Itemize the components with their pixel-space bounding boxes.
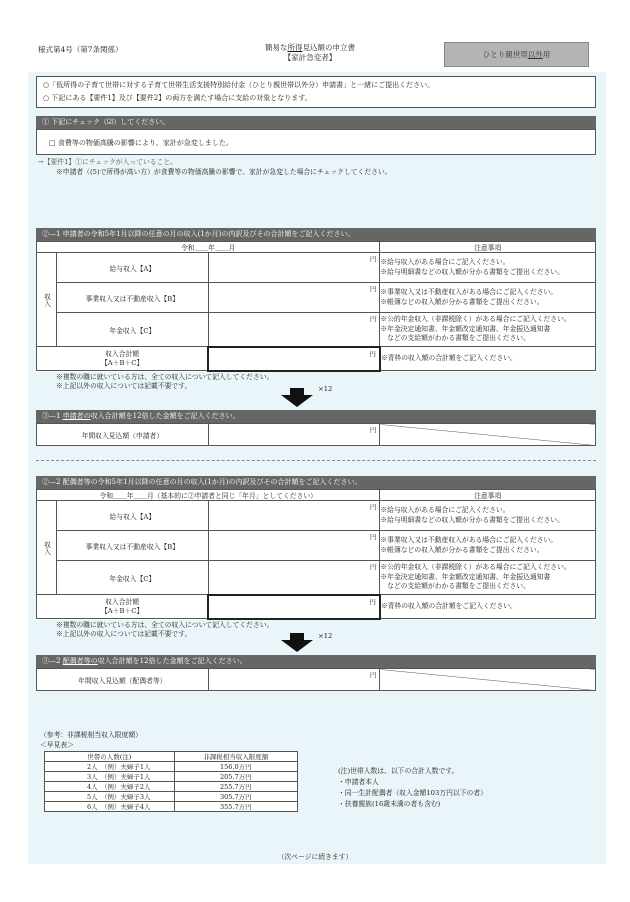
times-12-label: ×12 <box>318 632 333 640</box>
title-pre: ③—1 <box>42 412 63 420</box>
note-line: ※公的年金収入（非課税除く）がある場合にご記入ください。 <box>380 563 571 572</box>
yen-unit: 円 <box>369 315 377 323</box>
ref-household: 5人 （例）夫婦子3人 <box>45 792 175 802</box>
household-note-item: ・扶養親族(16歳未満の者も含む) <box>338 800 441 808</box>
salary-amount-input[interactable] <box>208 253 380 283</box>
badge-underlined: 以外 <box>527 50 543 59</box>
total-note: ※青枠の収入額の合計額をご記入ください。 <box>380 347 596 371</box>
notice-line-2: ○ 下記にある【要件1】及び【要件2】の両方を満たす場合に支給の対象となります。 <box>43 94 312 102</box>
note-line: ※帳簿などの収入額が分かる書類をご提出ください。 <box>380 545 544 554</box>
yen-unit: 円 <box>369 533 377 541</box>
total-amount-input[interactable] <box>208 347 380 371</box>
form-title <box>240 43 380 63</box>
price-surge-checkbox[interactable]: □ 食費等の物価高騰の影響により、家計が急変しました。 <box>49 139 233 147</box>
badge-pre: ひとり親世帯 <box>482 50 528 59</box>
ref-limit: 205.7万円 <box>174 772 297 782</box>
foot-note-2: ※上記以外の収入については記載不要です。 <box>56 382 192 390</box>
pension-notes <box>380 561 596 595</box>
business-notes <box>380 531 596 561</box>
foot-note-2: ※上記以外の収入については記載不要です。 <box>56 630 192 638</box>
note-line: ※公的年金収入（非課税除く）がある場合にご記入ください。 <box>380 315 571 324</box>
title-post: 収入合計額を12倍した金額をご記入ください。 <box>97 657 247 665</box>
section-1-header: ① 下記にチェック（☑）してください。 <box>36 116 596 129</box>
note-line: ※年金決定通知書、年金額改定通知書、年金振込通知書 <box>380 324 551 333</box>
business-income-label: 事業収入又は不動産収入【B】 <box>56 531 208 561</box>
ref-limit: 255.7万円 <box>174 782 297 792</box>
note-line: ※給与明細書などの収入額が分かる書類をご提出ください。 <box>380 515 564 524</box>
month-label: 令和＿＿年＿＿月（基本的に②申請者と同じ「年月」としてください） <box>37 490 380 501</box>
foot-note-1: ※複数の職に就いている方は、全ての収入について記入してください。 <box>56 373 274 381</box>
notice-line-1: ○「低所得の子育て世帯に対する子育て世帯生活支援特別給付金（ひとり親世帯以外分）申請書」と一緒にご提出ください。 <box>43 81 435 89</box>
ref-limit: 305.7万円 <box>174 792 297 802</box>
pension-amount-input[interactable] <box>208 313 380 347</box>
down-arrow-icon <box>281 388 313 407</box>
annual-amount-input[interactable] <box>208 669 380 691</box>
reference-title: （参考：非課税相当収入限度額） <box>40 731 142 739</box>
ref-limit: 156.0万円 <box>174 762 297 772</box>
total-amount-input[interactable] <box>208 595 380 619</box>
spouse-annual-table <box>36 668 596 691</box>
pension-amount-input[interactable] <box>208 561 380 595</box>
title-pre: 簡易な <box>265 43 288 52</box>
ref-household: 6人 （例）夫婦子4人 <box>45 802 175 812</box>
title-pre: ③—2 <box>42 657 63 665</box>
notes-header: 注意事項 <box>380 490 596 501</box>
yen-unit: 円 <box>369 426 377 434</box>
salary-notes <box>380 253 596 283</box>
yen-unit: 円 <box>369 563 377 571</box>
salary-notes <box>380 501 596 531</box>
notes-header: 注意事項 <box>380 242 596 253</box>
title-underlined: 所得 <box>287 43 303 52</box>
notice-box <box>36 76 596 108</box>
title-underlined: 申請者の <box>62 412 91 420</box>
ref-household: 2人 （例）夫婦子1人 <box>45 762 175 772</box>
salary-label: 給与収入【A】 <box>56 501 208 531</box>
salary-amount-input[interactable] <box>208 501 380 531</box>
yen-unit: 円 <box>369 285 377 293</box>
household-note-item: ・申請者本人 <box>338 778 379 786</box>
note-line: などの支給額がわかる書類をご提出ください。 <box>380 334 530 343</box>
form-number: 様式第4号（第7条関係） <box>38 45 123 54</box>
note-line: ※給与収入がある場合にご記入ください。 <box>380 506 510 514</box>
business-amount-input[interactable] <box>208 531 380 561</box>
income-side-label: 収入 <box>37 501 57 595</box>
total-label <box>37 595 209 619</box>
title-post: 見込額の申立書 <box>302 43 355 52</box>
total-formula: 【A＋B＋C】 <box>100 606 144 615</box>
down-arrow-icon <box>281 633 313 652</box>
reference-table <box>44 751 298 812</box>
salary-label: 給与収入【A】 <box>56 253 208 283</box>
note-line: ※帳簿などの収入額が分かる書類をご提出ください。 <box>380 297 544 306</box>
annual-amount-input[interactable] <box>208 424 380 446</box>
yen-unit: 円 <box>369 503 377 511</box>
annual-label: 年間収入見込額（配偶者等） <box>37 669 209 691</box>
ref-household: 3人 （例）夫婦子1人 <box>45 772 175 782</box>
title-underlined: 配偶者等の <box>62 657 98 665</box>
household-note-item: ・同一生計配偶者（収入金額103万円以下の者） <box>338 789 487 797</box>
business-income-label: 事業収入又は不動産収入【B】 <box>56 283 208 313</box>
ref-col-header: 世帯の人数(注) <box>45 752 175 762</box>
diagonal-cell <box>380 669 596 691</box>
note-line: ※給与収入がある場合にご記入ください。 <box>380 258 510 266</box>
ref-limit: 355.7万円 <box>174 802 297 812</box>
month-label: 令和＿＿年＿＿月 <box>37 242 380 253</box>
reference-subtitle: ＜早見表＞ <box>40 741 74 749</box>
yen-unit: 円 <box>369 349 376 358</box>
section-2-2-header: ②—2 配偶者等の令和5年1月以降の任意の月の収入(1か月)の内訳及びその合計額をご記入ください。 <box>36 476 596 489</box>
form-subtitle: 【家計急変者】 <box>283 53 337 62</box>
section-2-1-header: ②—1 申請者の令和5年1月以降の任意の月の収入(1か月)の内訳及びその合計額をご記入ください。 <box>36 228 596 241</box>
income-side-label: 収入 <box>37 253 57 347</box>
applicant-annual-table <box>36 423 596 446</box>
pension-label: 年金収入【C】 <box>56 313 208 347</box>
business-amount-input[interactable] <box>208 283 380 313</box>
spouse-income-table <box>36 489 596 620</box>
note-line: ※事業収入又は不動産収入がある場合にご記入ください。 <box>380 536 558 544</box>
requirement-1-note: →【要件1】①にチェックが入っていること。 <box>38 158 177 166</box>
ref-col-header: 非課税相当収入限度額 <box>174 752 297 762</box>
total-label-text: 収入合計額 <box>105 597 140 606</box>
household-note <box>338 766 487 810</box>
yen-unit: 円 <box>369 597 376 606</box>
business-notes <box>380 283 596 313</box>
section-3-1-header <box>36 410 596 423</box>
continued-footer: （次ページに続きます） <box>277 853 353 861</box>
applicant-type-badge <box>444 42 589 67</box>
total-formula: 【A＋B＋C】 <box>100 358 144 367</box>
section-3-2-header <box>36 655 596 668</box>
pension-notes <box>380 313 596 347</box>
note-line: などの支給額がわかる書類をご提出ください。 <box>380 582 530 591</box>
badge-post: 用 <box>542 50 551 59</box>
form-background <box>28 72 606 864</box>
household-note-title: (注)世帯人数は、以下の合計人数です。 <box>338 767 459 775</box>
title-post: 収入合計額を12倍した金額をご記入ください。 <box>90 412 240 420</box>
total-label <box>37 347 209 371</box>
yen-unit: 円 <box>369 671 377 679</box>
diagonal-cell <box>380 424 596 446</box>
applicant-income-table <box>36 241 596 372</box>
annual-label: 年間収入見込額（申請者） <box>37 424 209 446</box>
foot-note-1: ※複数の職に就いている方は、全ての収入について記入してください。 <box>56 621 274 629</box>
requirement-1-subnote: ※申請者（(5)で所得が高い方）が食費等の物価高騰の影響で、家計が急変した場合にチェックしてください。 <box>56 168 392 176</box>
note-line: ※事業収入又は不動産収入がある場合にご記入ください。 <box>380 288 558 296</box>
ref-household: 4人 （例）夫婦子2人 <box>45 782 175 792</box>
section-1-body <box>36 129 596 155</box>
note-line: ※年金決定通知書、年金額改定通知書、年金振込通知書 <box>380 572 551 581</box>
section-divider <box>36 460 596 461</box>
note-line: ※給与明細書などの収入額が分かる書類をご提出ください。 <box>380 267 564 276</box>
times-12-label: ×12 <box>318 385 333 393</box>
yen-unit: 円 <box>369 255 377 263</box>
total-label-text: 収入合計額 <box>105 349 140 358</box>
total-note: ※青枠の収入額の合計額をご記入ください。 <box>380 595 596 619</box>
pension-label: 年金収入【C】 <box>56 561 208 595</box>
